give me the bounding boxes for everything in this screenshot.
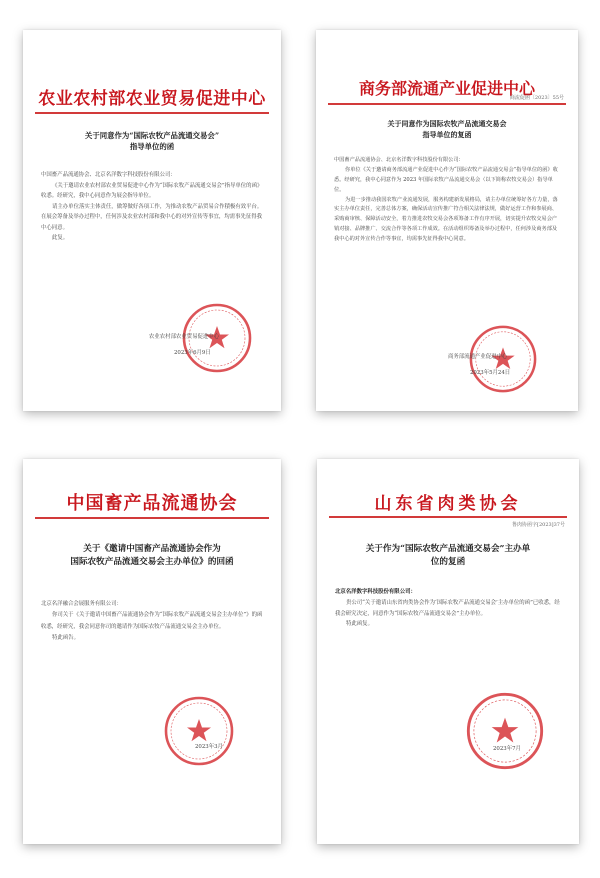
date: 2023年7月 xyxy=(493,746,521,752)
paragraph: 特此函告。 xyxy=(52,635,79,642)
official-seal xyxy=(465,691,545,771)
letterhead-org: 农业农村部农业贸易促进中心 xyxy=(38,89,266,109)
title-line-2: 位的复函 xyxy=(430,556,466,567)
letter-agri-trade-promotion-center xyxy=(23,30,281,411)
letter-title xyxy=(37,130,267,152)
title-line-1: 关于《邀请中国畜产品流通协会作为 xyxy=(83,544,221,554)
paragraph: 请主办单位落实主体责任，做筹做好各项工作，为推动农牧产品贸易合作積极有效平台。在展会筹备及举办过程中，任何涉及农业农村部和我中心的对外宣传等事宜，均需事先征得我中心同意。 xyxy=(41,203,263,231)
letter-title xyxy=(330,119,564,140)
document-number: 鲁肉协函字[2023]37号 xyxy=(512,522,565,528)
document-number: 商流促函〔2023〕55号 xyxy=(509,95,564,101)
letter-mofcom-circulation-center xyxy=(316,30,578,411)
letter-body xyxy=(335,587,563,630)
signer: 商务部流通产业促进中心 xyxy=(448,354,508,360)
addressee: 中国畜产品流通协会、北京名洋数字科技股份有限公司： xyxy=(334,157,464,163)
letterhead-rule xyxy=(35,517,269,519)
letterhead-rule xyxy=(35,112,269,114)
official-seal xyxy=(163,695,235,767)
title-line-2: 国际农牧产品流通交易会主办单位》的回函 xyxy=(70,556,234,567)
addressee: 北京名洋数字科技股份有限公司： xyxy=(335,589,416,595)
title-line-1: 关于作为“国际农牧产品流通交易会”主办单 xyxy=(365,544,531,554)
letter-title xyxy=(331,543,565,569)
signer: 农业农村部农业贸易促进中心 xyxy=(149,334,220,340)
date: 2023年5月24日 xyxy=(470,370,511,376)
paragraph: 贵公司“关于邀请山东省肉类协会作为‘国际农牧产品流通交易会’主办单位的函”已收悉，经我会研究决定，同意作为“国际农牧产品流通交易会”主办单位。 xyxy=(335,599,560,617)
title-line-2: 指导单位的复函 xyxy=(422,129,472,139)
paragraph: 此复。 xyxy=(52,235,69,242)
letterhead-rule xyxy=(329,516,567,518)
letter-body xyxy=(41,599,265,644)
letterhead-org: 中国畜产品流通协会 xyxy=(66,493,238,514)
paragraph: 为进一步推动我国农牧产业流通发展，服务构建新发展格局，请主办单位统筹好各方力量，落实主办单位责任，完善总体方案，确保活动宣传推广符合相关法律法规，做好运营工作和参展商、采购商审核、保障活动安全，着力推进农牧交易会各项筹备工作有序开展，切实提升农牧交易会产销对接、品牌推广、交流合作等各项工作成效。在活动组织筹备及举办过程中，任何涉及商务部及我中心的对外宣传合作等事宜，均需事先征得我中心同意。 xyxy=(334,196,558,242)
addressee: 中国畜产品流通协会、北京名洋数字科技股份有限公司： xyxy=(41,172,176,178)
paragraph: 你司关于《关于邀请中国畜产品流通协会作为“国际农牧产品流通交易会主办单位”》的函收悉，经研究，我会同意你司的邀请作为国际农牧产品流通交易会主办单位。 xyxy=(41,612,263,630)
letter-body xyxy=(41,170,265,244)
letterhead-rule xyxy=(328,103,566,105)
paragraph: 特此函复。 xyxy=(346,621,373,628)
letterhead-org: 商务部流通产业促进中心 xyxy=(358,79,535,98)
letter-body xyxy=(334,156,562,245)
paragraph: 《关于邀请农业农村部农业贸易促进中心作为“国际农牧产品流通交易会”指导单位的函》收悉。经研究，我中心同意作为展会指导单位。 xyxy=(41,182,263,200)
paragraph: 你单位《关于邀请商务部流通产业促进中心作为“国际农牧产品流通交易会”指导单位的函》收悉。经研究，我中心同意作为 2023 年国际农牧产品流通交易会（以下简称农牧交易会）指导单位。 xyxy=(334,166,558,193)
date: 2023年3月 xyxy=(195,744,223,750)
title-line-1: 关于同意作为“国际农牧产品流通交易会” xyxy=(84,131,220,140)
letter-title xyxy=(37,543,267,569)
title-line-2: 指导单位的函 xyxy=(129,142,175,152)
title-line-1: 关于同意作为国际农牧产品流通交易会 xyxy=(387,119,507,128)
letter-china-livestock-circulation-association xyxy=(23,459,281,844)
letter-shandong-meat-association xyxy=(317,459,579,844)
date: 2023年6月9日 xyxy=(174,350,211,356)
letterhead-org: 山东省肉类协会 xyxy=(374,494,522,514)
addressee: 北京名洋融合会展服务有限公司： xyxy=(41,601,122,607)
